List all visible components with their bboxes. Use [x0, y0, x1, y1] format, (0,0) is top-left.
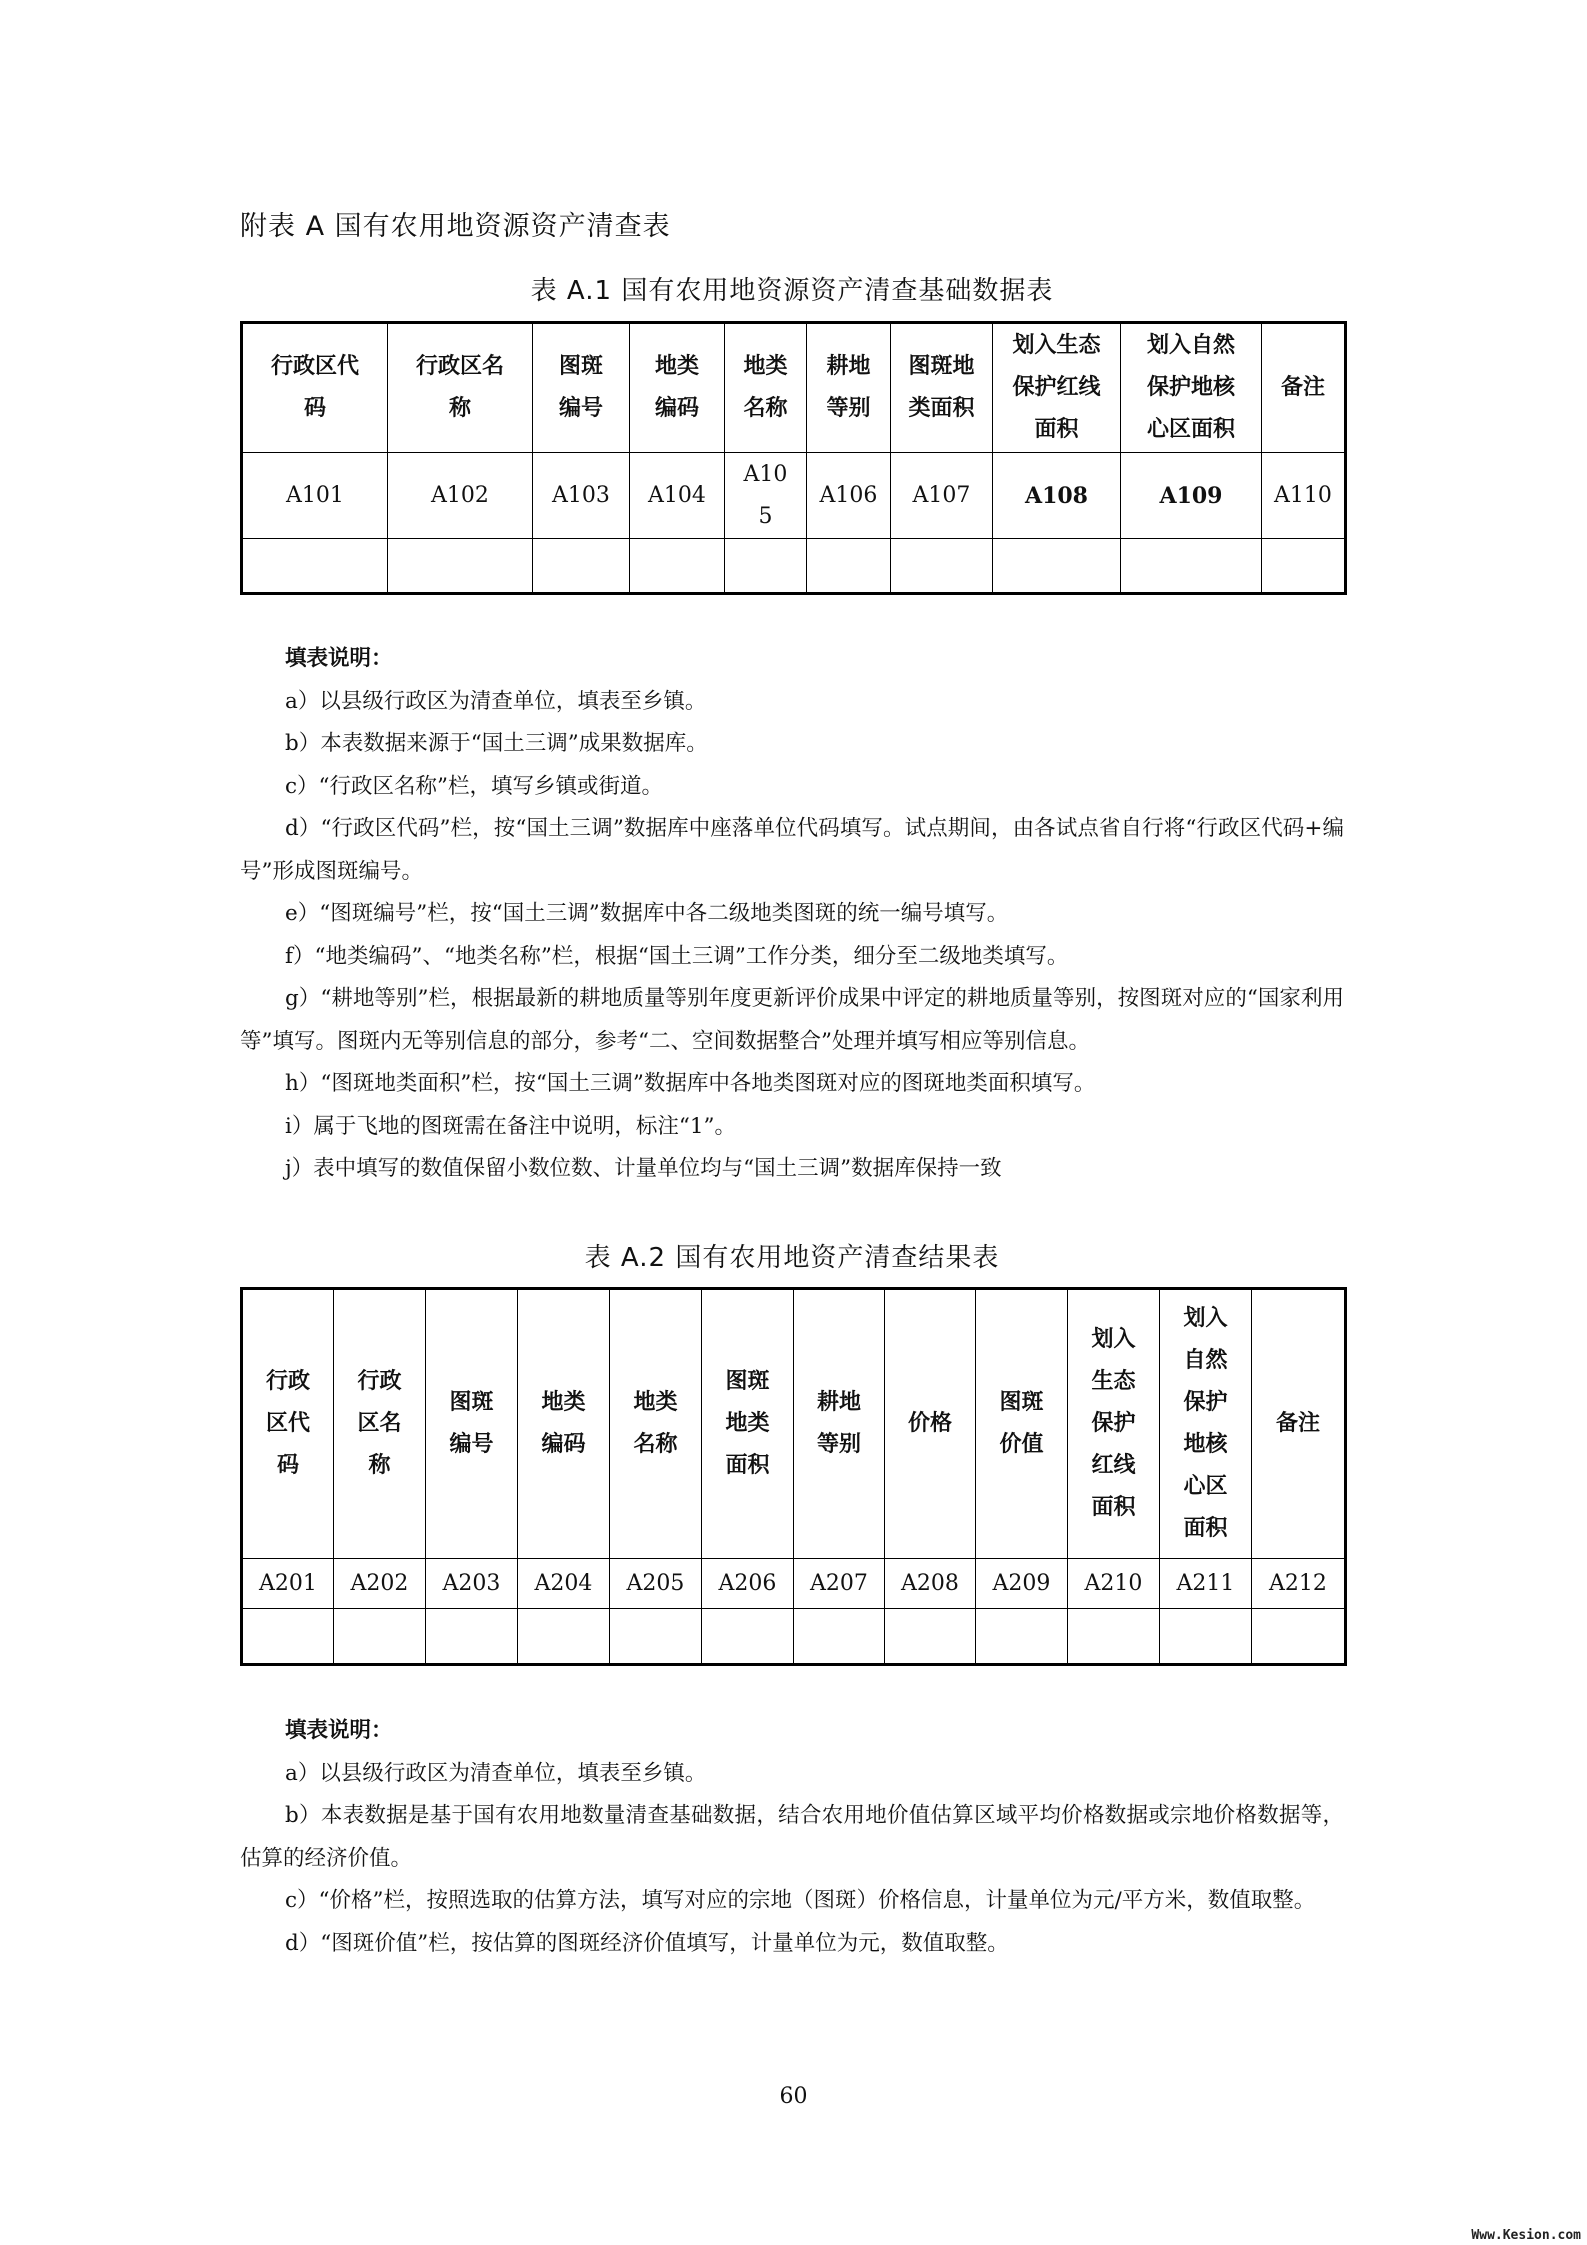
- table2-code-row: [242, 1559, 1346, 1609]
- empty-cell: [885, 1609, 976, 1665]
- column-code: A212: [1252, 1559, 1346, 1609]
- header-line: 行政区名: [415, 354, 504, 379]
- header-line: 等别: [816, 1432, 861, 1457]
- header-line: 面积: [725, 1453, 770, 1478]
- header-line: 面积: [1034, 417, 1079, 442]
- header-line: 红线: [1091, 1453, 1136, 1478]
- column-code: A101: [242, 453, 388, 539]
- empty-cell: [993, 539, 1121, 594]
- empty-cell: [794, 1609, 885, 1665]
- table1-caption: 表 A.1 国有农用地资源资产清查基础数据表: [530, 276, 1054, 306]
- note-item: c）“价格”栏，按照选取的估算方法，填写对应的宗地（图斑）价格信息，计量单位为元/平方米，数值取整。: [285, 1888, 1316, 1913]
- header-line: 编号: [449, 1432, 494, 1457]
- empty-cell: [807, 539, 891, 594]
- appendix-heading: 附表 A 国有农用地资源资产清查表: [240, 211, 671, 242]
- table2-caption: 表 A.2 国有农用地资产清查结果表: [584, 1243, 1000, 1273]
- column-code: A110: [1262, 453, 1346, 539]
- column-header: [630, 323, 725, 453]
- note-item: a）以县级行政区为清查单位，填表至乡镇。: [285, 688, 707, 714]
- notes-title: 填表说明：: [285, 1718, 393, 1743]
- table2-header-row: [242, 1289, 1346, 1559]
- empty-cell: [388, 539, 533, 594]
- column-header: [242, 323, 388, 453]
- empty-cell: [1068, 1609, 1160, 1665]
- column-code: A203: [426, 1559, 518, 1609]
- empty-cell: [242, 539, 388, 594]
- header-line: 图斑地: [908, 354, 975, 379]
- header-line: 等别: [826, 396, 871, 421]
- empty-cell: [630, 539, 725, 594]
- header-line: 类面积: [908, 396, 975, 421]
- header-line: 地类: [654, 354, 699, 379]
- empty-cell: [242, 1609, 334, 1665]
- empty-cell: [1262, 539, 1346, 594]
- header-line: 价值: [999, 1432, 1044, 1457]
- column-header: [334, 1289, 426, 1559]
- header-line: 耕地: [826, 354, 871, 379]
- note-item: h）“图斑地类面积”栏，按“国土三调”数据库中各地类图斑对应的图斑地类面积填写。: [285, 1071, 1096, 1096]
- header-line: 行政: [357, 1369, 402, 1394]
- table1-empty-row: [242, 539, 1346, 594]
- header-line: 地类: [725, 1411, 770, 1436]
- header-line: 心区: [1183, 1474, 1228, 1499]
- column-header: [388, 323, 533, 453]
- column-header: [702, 1289, 794, 1559]
- column-code: A103: [533, 453, 630, 539]
- empty-cell: [891, 539, 993, 594]
- column-header: [807, 323, 891, 453]
- column-code: A201: [242, 1559, 334, 1609]
- column-code: A209: [976, 1559, 1068, 1609]
- header-line: 编号: [558, 396, 603, 421]
- column-header: [1068, 1289, 1160, 1559]
- empty-cell: [1252, 1609, 1346, 1665]
- note-item: f）“地类编码”、“地类名称”栏，根据“国土三调”工作分类，细分至二级地类填写。: [285, 943, 1069, 969]
- header-line: 生态: [1091, 1369, 1136, 1394]
- note-item: b）本表数据来源于“国土三调”成果数据库。: [285, 731, 708, 756]
- column-header: [242, 1289, 334, 1559]
- empty-cell: [1160, 1609, 1252, 1665]
- column-code: A107: [891, 453, 993, 539]
- header-line: 图斑: [449, 1390, 494, 1415]
- column-code: A207: [794, 1559, 885, 1609]
- column-code: A102: [388, 453, 533, 539]
- header-line: 地类: [743, 354, 788, 379]
- column-code: A10 5: [725, 453, 807, 539]
- column-header: [426, 1289, 518, 1559]
- header-line: 保护: [1091, 1411, 1136, 1436]
- header-line: 名称: [743, 396, 788, 421]
- header-line: 面积: [1183, 1516, 1228, 1541]
- note-item: d）“图斑价值”栏，按估算的图斑经济价值填写，计量单位为元，数值取整。: [285, 1930, 1009, 1956]
- table2-notes: [240, 1710, 1344, 1965]
- header-line: 地类: [541, 1390, 586, 1415]
- column-code: A108: [993, 453, 1121, 539]
- header-line: 地类: [633, 1390, 678, 1415]
- column-header: [610, 1289, 702, 1559]
- column-code: A206: [702, 1559, 794, 1609]
- note-item: b）本表数据是基于国有农用地数量清查基础数据，结合农用地价值估算区域平均价格数据或宗地价格数据等，估算的经济价值。: [240, 1803, 1344, 1871]
- header-line: 保护地核: [1146, 375, 1235, 400]
- header-line: 图斑: [725, 1369, 770, 1394]
- column-header: [1252, 1289, 1346, 1559]
- column-header: [725, 323, 807, 453]
- table1-header-row: [242, 323, 1346, 453]
- column-header: [885, 1289, 976, 1559]
- header-line: 耕地: [816, 1390, 861, 1415]
- table2-result: [240, 1287, 1347, 1666]
- note-item: d）“行政区代码”栏，按“国土三调”数据库中座落单位代码填写。试点期间，由各试点省自行将“行政区代码+编号”形成图斑编号。: [240, 816, 1344, 884]
- watermark: Www.Kesion.com: [1471, 2228, 1581, 2243]
- header-line: 区名: [357, 1411, 402, 1436]
- empty-cell: [1121, 539, 1262, 594]
- header-line: 区代: [265, 1411, 310, 1436]
- table1-code-row: [242, 453, 1346, 539]
- column-header: [1121, 323, 1262, 453]
- header-line: 划入: [1091, 1327, 1136, 1352]
- column-code: A208: [885, 1559, 976, 1609]
- header-line: 图斑: [558, 354, 603, 379]
- header-line: 编码: [654, 396, 699, 421]
- column-header: [1160, 1289, 1252, 1559]
- header-line: 划入自然: [1146, 333, 1235, 358]
- column-header: [993, 323, 1121, 453]
- column-code: A106: [807, 453, 891, 539]
- header-line: 地核: [1183, 1432, 1228, 1457]
- note-item: a）以县级行政区为清查单位，填表至乡镇。: [285, 1760, 707, 1786]
- column-code: A104: [630, 453, 725, 539]
- header-line: 图斑: [999, 1390, 1044, 1415]
- column-header: [1262, 323, 1346, 453]
- empty-cell: [334, 1609, 426, 1665]
- note-item: g）“耕地等别”栏，根据最新的耕地质量等别年度更新评价成果中评定的耕地质量等别，按图斑对应的“国家利用等”填写。图斑内无等别信息的部分，参考“二、空间数据整合”处理并填写相应等别信息。: [240, 986, 1344, 1054]
- page-number: 60: [779, 2084, 808, 2109]
- column-code: A204: [518, 1559, 610, 1609]
- header-line: 码: [276, 1453, 299, 1478]
- notes-title: 填表说明：: [285, 646, 393, 671]
- column-code: A202: [334, 1559, 426, 1609]
- empty-cell: [533, 539, 630, 594]
- header-line: 划入: [1183, 1306, 1228, 1331]
- column-header: [533, 323, 630, 453]
- header-line: 行政: [265, 1369, 310, 1394]
- header-line: 心区面积: [1146, 417, 1235, 442]
- header-line: 编码: [541, 1432, 586, 1457]
- header-line: 称: [368, 1453, 391, 1478]
- column-header: [518, 1289, 610, 1559]
- empty-cell: [725, 539, 807, 594]
- note-item: j）表中填写的数值保留小数位数、计量单位均与“国土三调”数据库保持一致: [285, 1156, 1002, 1181]
- column-code: A210: [1068, 1559, 1160, 1609]
- column-header: [794, 1289, 885, 1559]
- header-line: 保护红线: [1012, 375, 1101, 400]
- table1-notes: [240, 638, 1344, 1191]
- header-line: 名称: [633, 1432, 678, 1457]
- empty-cell: [426, 1609, 518, 1665]
- header-line: 称: [448, 396, 471, 421]
- empty-cell: [518, 1609, 610, 1665]
- column-code: A205: [610, 1559, 702, 1609]
- empty-cell: [702, 1609, 794, 1665]
- column-header: [891, 323, 993, 453]
- header-line: 划入生态: [1012, 333, 1101, 358]
- note-item: e）“图斑编号”栏，按“国土三调”数据库中各二级地类图斑的统一编号填写。: [285, 901, 1009, 926]
- header-line: 备注: [1275, 1411, 1320, 1436]
- header-line: 面积: [1091, 1495, 1136, 1520]
- header-line: 价格: [907, 1411, 952, 1436]
- empty-cell: [976, 1609, 1068, 1665]
- table2-empty-row: [242, 1609, 1346, 1665]
- header-line: 自然: [1183, 1348, 1228, 1373]
- header-line: 备注: [1280, 375, 1325, 400]
- note-item: c）“行政区名称”栏，填写乡镇或街道。: [285, 773, 664, 799]
- empty-cell: [610, 1609, 702, 1665]
- header-line: 保护: [1183, 1390, 1228, 1415]
- column-header: [976, 1289, 1068, 1559]
- column-code: A109: [1121, 453, 1262, 539]
- table1-basic-data: [240, 321, 1347, 595]
- header-line: 行政区代: [270, 354, 359, 379]
- column-code: A211: [1160, 1559, 1252, 1609]
- header-line: 码: [303, 396, 326, 421]
- note-item: i）属于飞地的图斑需在备注中说明，标注“1”。: [285, 1113, 737, 1139]
